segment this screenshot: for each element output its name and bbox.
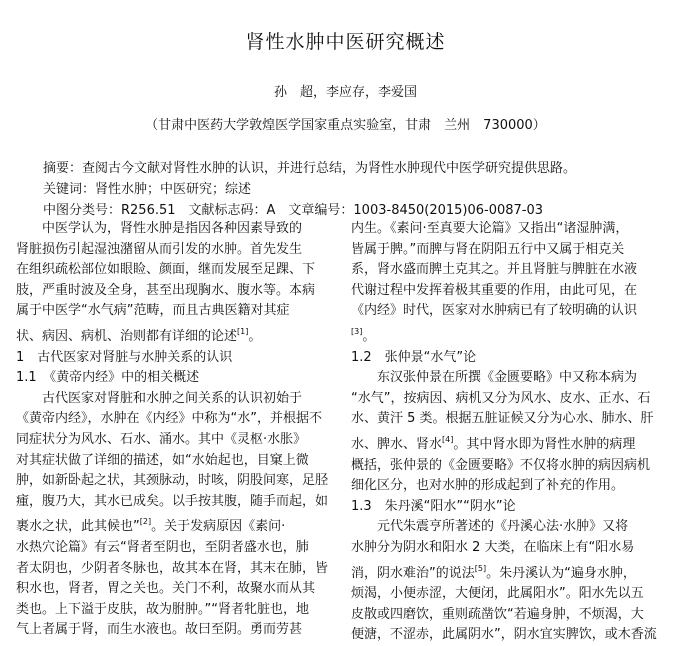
paragraph-line: 古代医家对肾脏和水肿之间关系的认识初始于 (42, 390, 303, 406)
paragraph-line: 系，肾水盛而脾土克其之。并且肾脏与脾脏在水液 (351, 262, 638, 278)
subsection-heading: 1.2 张仲景“水气”论 (351, 349, 477, 365)
citation-ref[interactable]: [4] (442, 434, 454, 444)
paragraph-line: “水气”，按病因、病机又分为风水、皮水、正水、石 (351, 390, 651, 406)
paragraph-line: 水热穴论篇》有云“肾者至阴也，至阴者盛水也，肺 (16, 539, 309, 555)
paragraph-line: 肢，严重时波及全身，甚至出现胸水、腹水等。本病 (16, 282, 316, 298)
citation-ref[interactable]: [3] (351, 326, 363, 336)
paragraph-line: 便溏，不涩赤，此属阴水”，阴水宜实脾饮，或木香流 (351, 627, 657, 643)
paragraph-line: 消，阴水难治”的说法[5]。朱丹溪认为“遍身水肿， (351, 563, 636, 581)
paragraph-line: 《内经》时代，医家对水肿病已有了较明确的认识 (351, 303, 638, 319)
paragraph-line: 类也。上下溢于皮肤，故为胕肿。”“肾者牝脏也，地 (16, 601, 309, 617)
paragraph-line: 气上者属于肾，而生水液也。故曰至阴。勇而劳甚 (16, 622, 303, 638)
paragraph-line: [3]。 (351, 326, 376, 344)
paragraph-line: 状、病因、病机、治则都有详细的论述[1]。 (16, 326, 262, 344)
paragraph-line: 积水也，肾者，胃之关也。关门不利，故聚水而从其 (16, 581, 316, 597)
keywords: 关键词：肾性水肿；中医研究；综述 (43, 182, 252, 197)
paragraph-line: 东汉张仲景在所撰《金匮要略》中又称本病为 (377, 370, 638, 386)
paragraph-line: 水、黄汗 5 类。根据五脏证候又分为心水、肺水、肝 (351, 411, 654, 427)
paragraph-line: 概括，张仲景的《金匮要略》不仅将水肿的病因病机 (351, 457, 651, 473)
paragraph-line: 瘇，腹乃大，其水已成矣。以手按其腹，随手而起，如 (16, 493, 329, 509)
paragraph-line: 皮散或四磨饮，重则疏凿饮“若遍身肿，不烦渴，大 (351, 606, 644, 622)
citation-ref[interactable]: [5] (474, 563, 487, 573)
left-column (16, 219, 329, 641)
paragraph-line: 对其症状做了详细的描述，如“水始起也，目窠上微 (16, 452, 309, 468)
paragraph-line: 代谢过程中发挥着极其重要的作用，由此可见，在 (351, 282, 638, 298)
paragraph-line: 在组织疏松部位如眼睑、颜面，继而发展至足踝、下 (16, 262, 316, 278)
classification-line: 中图分类号：R256.51 文献标志码：A 文章编号：1003-8450(2015)06-0087-03 (43, 203, 544, 218)
subsection-heading: 1.3 朱丹溪“阳水”“阴水”论 (351, 498, 516, 514)
paragraph-line: 皆属于脾。”而脾与肾在阴阳五行中又属于相克关 (351, 241, 625, 257)
authors: 孙 超，李应存，李爱国 (273, 85, 417, 100)
paragraph-line: 者太阴也，少阴者冬脉也，故其本在肾，其末在肺，皆 (16, 560, 329, 576)
abstract: 摘要：查阅古今文献对肾性水肿的认识，并进行总结，为肾性水肿现代中医学研究提供思路。 (43, 161, 577, 176)
paragraph-line: 水、脾水、肾水[4]。其中肾水即为肾性水肿的病理 (351, 434, 636, 452)
paragraph-line: 中医学认为，肾性水肿是指因各种因素导致的 (42, 221, 303, 236)
subsection-heading: 1.1 《黄帝内经》中的相关概述 (16, 370, 200, 386)
affiliation: （甘肃中医药大学敦煌医学国家重点实验室，甘肃 兰州 730000） (145, 118, 546, 133)
paragraph-line: 烦渴，小便赤涩，大便闭，此属阳水”。阳水先以五 (351, 586, 644, 602)
paragraph-line: 属于中医学“水气病”范畴，而且古典医籍对其症 (16, 303, 290, 319)
paragraph-line: 《黄帝内经》，水肿在《内经》中称为“水”，并根据不 (16, 411, 322, 427)
paragraph-line: 元代朱震亨所著述的《丹溪心法·水肿》又将 (377, 519, 629, 535)
page-title: 肾性水肿中医研究概述 (245, 31, 446, 53)
paragraph-line: 同症状分为风水、石水、涌水。其中《灵枢·水胀》 (16, 431, 307, 447)
citation-ref[interactable]: [1] (237, 326, 249, 336)
citation-ref[interactable]: [2] (139, 517, 152, 527)
paragraph-line: 细化区分，也对水肿的形成起到了补充的作用。 (351, 478, 625, 494)
section-heading: 1 古代医家对肾脏与水肿关系的认识 (16, 349, 233, 365)
paragraph-line: 内生。《素问·至真要大论篇》又指出“诸湿肿满， (351, 221, 629, 236)
paragraph-line: 肿，如新卧起之状，其颈脉动，时咳，阴股间寒，足胫 (16, 473, 329, 489)
paragraph-line: 裹水之状，此其候也”[2]。关于发病原因《素问· (16, 517, 286, 535)
paragraph-line: 水肿分为阴水和阳水 2 大类，在临床上有“阳水易 (351, 539, 635, 555)
paragraph-line: 肾脏损伤引起湿浊潴留从而引发的水肿。首先发生 (16, 241, 303, 257)
right-column (351, 219, 663, 646)
